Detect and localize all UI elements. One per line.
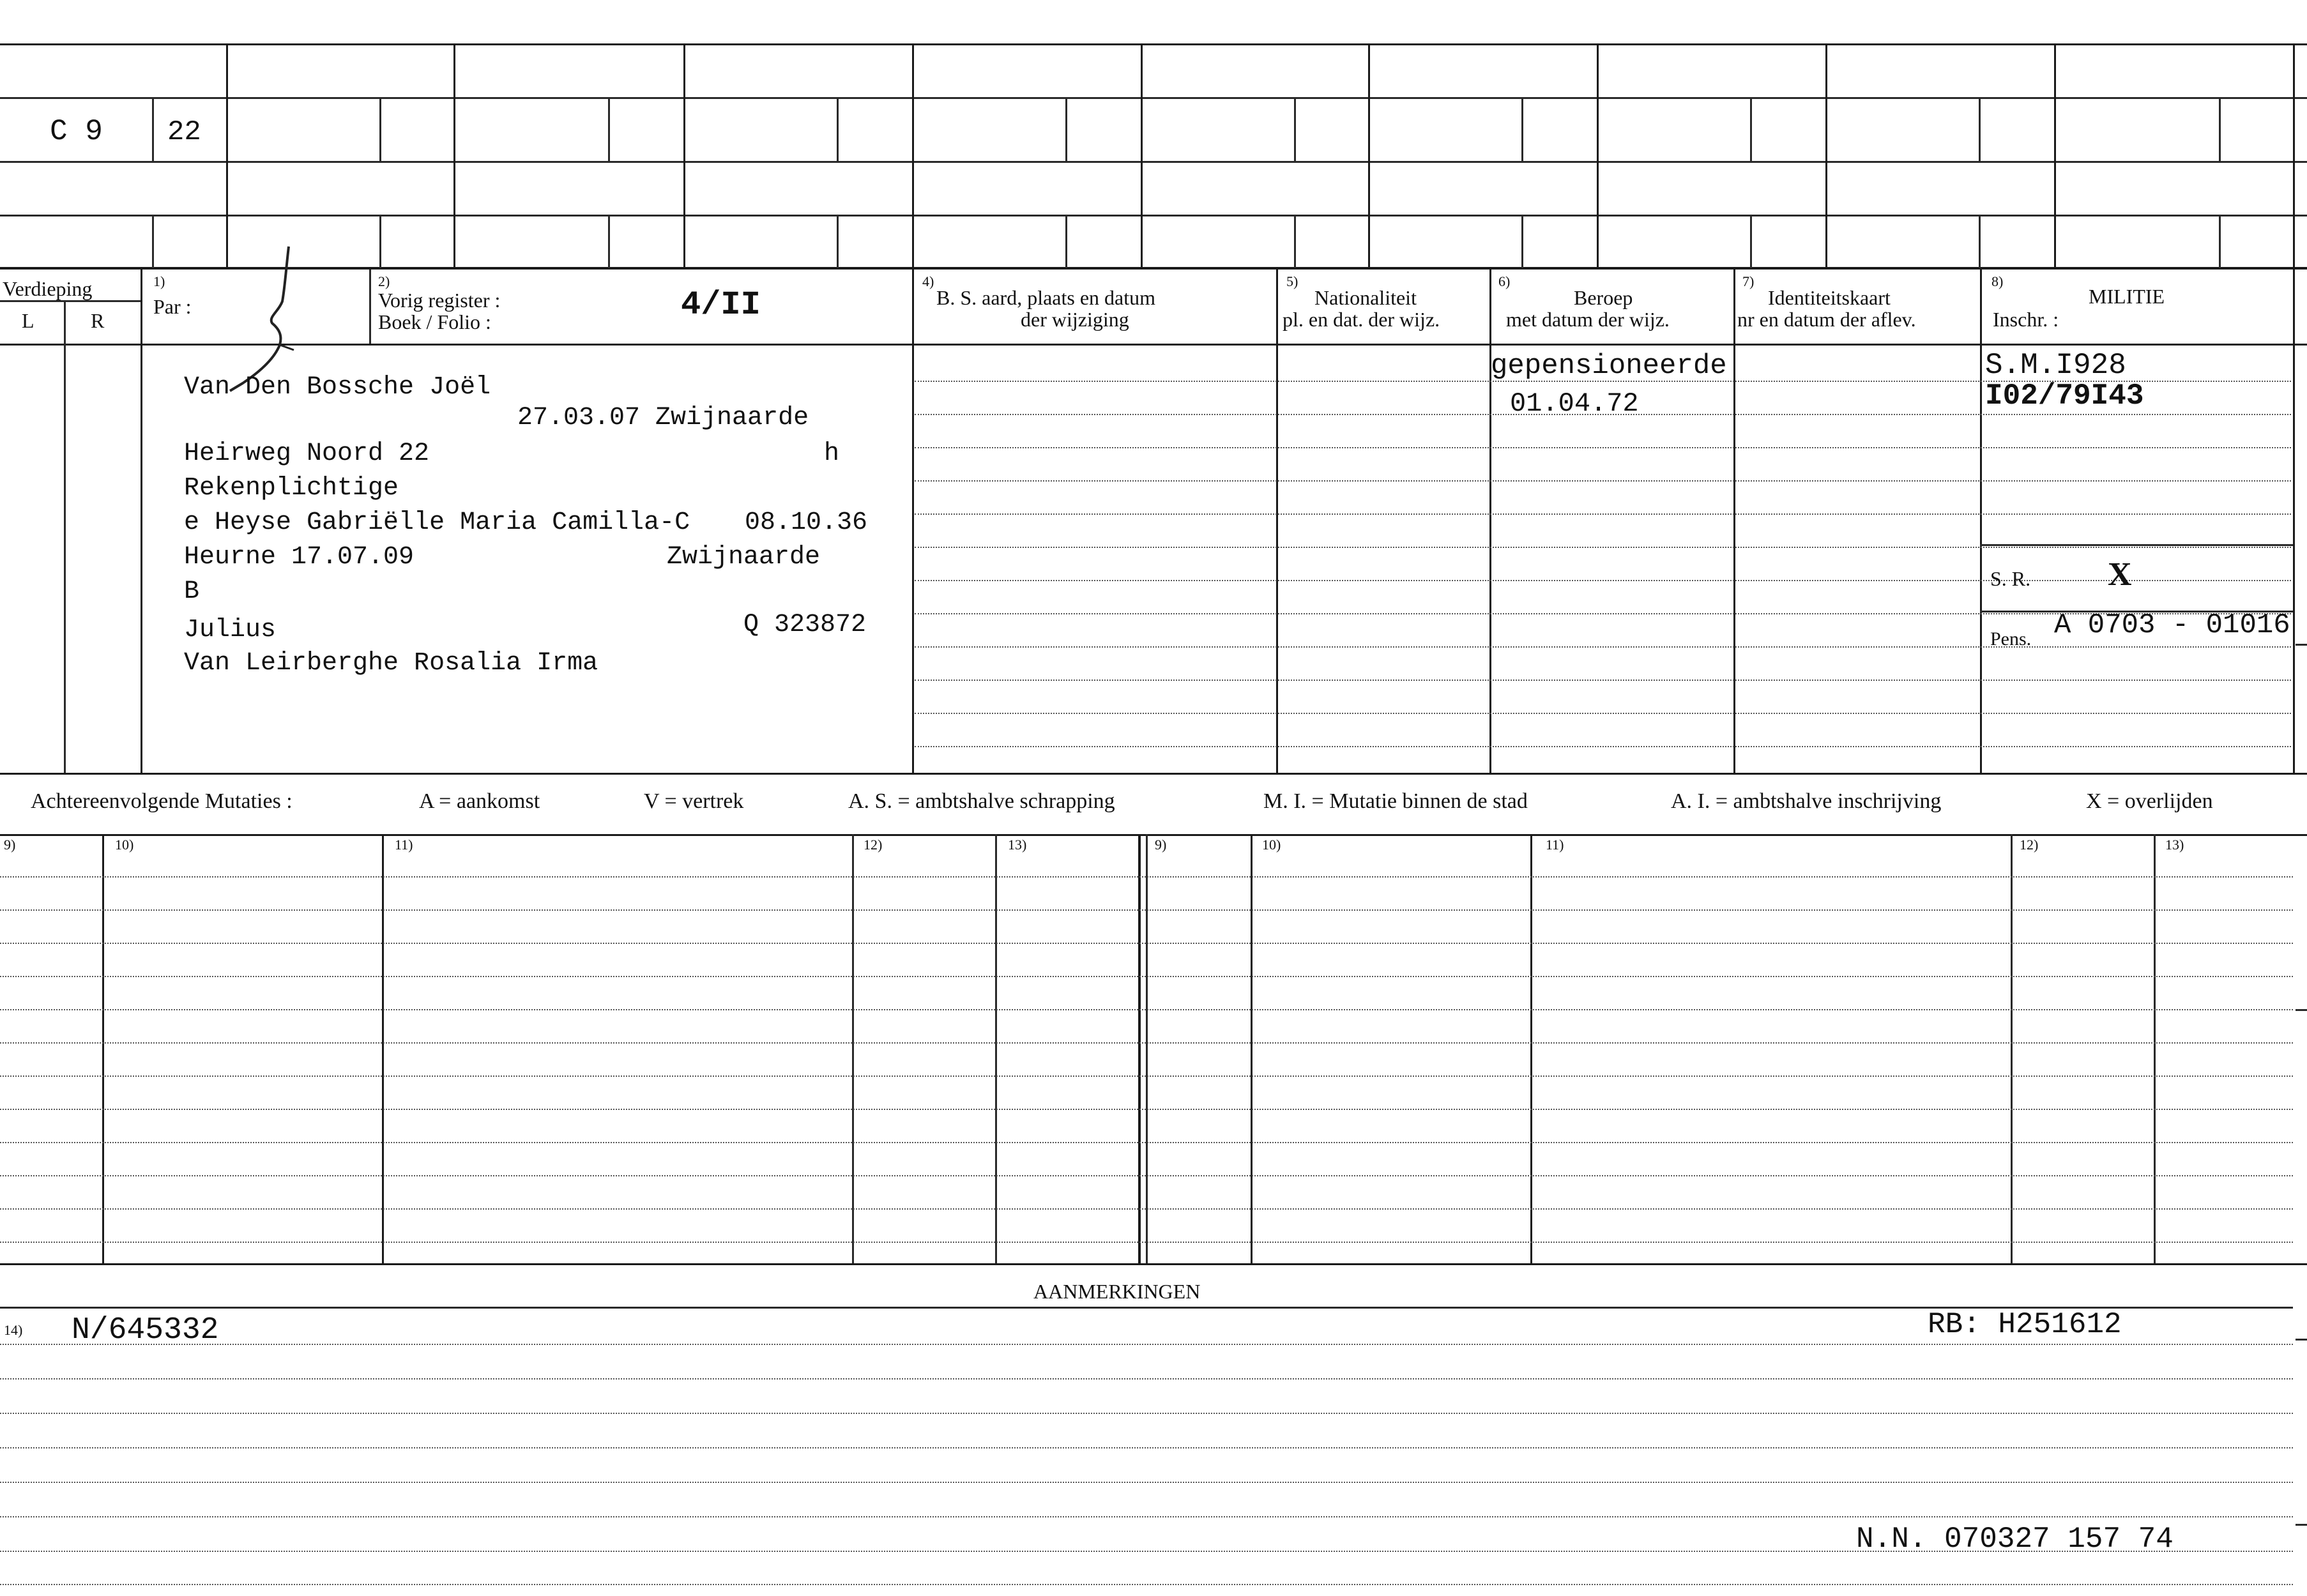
field-number: 6) bbox=[1498, 273, 1511, 289]
writing-line bbox=[915, 447, 2291, 448]
bs-label-1: B. S. aard, plaats en datum bbox=[936, 286, 1156, 309]
remarks-rb: RB: H251612 bbox=[1928, 1308, 2122, 1341]
field-number: 5) bbox=[1286, 273, 1298, 289]
national-number: N.N. 070327 157 74 bbox=[1856, 1523, 2174, 1556]
writing-line bbox=[0, 1208, 2293, 1210]
writing-line bbox=[0, 1009, 2293, 1010]
legend-aankomst: A = aankomst bbox=[419, 789, 540, 813]
grid-line bbox=[1597, 43, 1599, 268]
grid-line bbox=[608, 97, 610, 161]
writing-line bbox=[0, 1482, 2293, 1483]
grid-line bbox=[1979, 97, 1981, 161]
grid-line bbox=[1521, 215, 1523, 268]
writing-line bbox=[915, 580, 2291, 581]
grid-line bbox=[2293, 270, 2295, 773]
legend-vertrek: V = vertrek bbox=[644, 789, 744, 813]
grid-line bbox=[995, 834, 997, 1263]
grid-line bbox=[102, 834, 104, 1263]
grid-line bbox=[912, 43, 914, 268]
rule bbox=[0, 97, 2307, 99]
writing-line bbox=[0, 976, 2293, 977]
rule-header-bottom bbox=[0, 344, 2307, 346]
field-number: 2) bbox=[378, 273, 390, 289]
writing-line bbox=[0, 1042, 2293, 1044]
grid-line bbox=[1065, 97, 1067, 161]
grid-line bbox=[2011, 834, 2013, 1263]
grid-line bbox=[141, 270, 142, 773]
writing-line bbox=[915, 713, 2291, 714]
bs-label-2: der wijziging bbox=[1021, 308, 1129, 331]
grid-line bbox=[1141, 43, 1143, 268]
writing-line bbox=[0, 876, 2293, 878]
pens-label: Pens. bbox=[1990, 628, 2032, 650]
occupation: Rekenplichtige bbox=[184, 474, 399, 503]
spouse-birth: Heurne 17.07.09 bbox=[184, 543, 415, 572]
edge-tick bbox=[2296, 644, 2307, 646]
col-number: 11) bbox=[1546, 837, 1564, 853]
mother-name: Van Leirberghe Rosalia Irma bbox=[184, 649, 598, 678]
grid-line bbox=[379, 97, 381, 161]
card-number: Q 323872 bbox=[743, 611, 867, 639]
aanmerkingen-title: AANMERKINGEN bbox=[1033, 1280, 1201, 1303]
grid-line bbox=[64, 300, 66, 773]
writing-line bbox=[915, 646, 2291, 648]
writing-line bbox=[0, 1075, 2293, 1077]
writing-line bbox=[0, 1175, 2293, 1176]
vorig-register-label: Vorig register : bbox=[378, 289, 501, 312]
sr-value: X bbox=[2108, 556, 2132, 593]
grid-line bbox=[1294, 215, 1296, 268]
inschr-label: Inschr. : bbox=[1993, 308, 2059, 331]
grid-line bbox=[152, 97, 154, 161]
grid-line bbox=[852, 834, 854, 1263]
militie-line2: I02/79I43 bbox=[1985, 379, 2144, 413]
grid-line bbox=[912, 270, 914, 773]
boek-folio-label: Boek / Folio : bbox=[378, 310, 491, 333]
col-number: 11) bbox=[395, 837, 413, 853]
rule-top bbox=[0, 43, 2307, 45]
field-number: 1) bbox=[153, 273, 165, 289]
grid-line bbox=[1294, 97, 1296, 161]
grid-line bbox=[1979, 215, 1981, 268]
grid-line bbox=[2293, 43, 2295, 268]
writing-line bbox=[915, 547, 2291, 548]
grid-line bbox=[1980, 270, 1982, 773]
spouse-date: 08.10.36 bbox=[745, 508, 868, 537]
grid-line bbox=[1530, 834, 1532, 1263]
grid-line bbox=[1750, 97, 1752, 161]
beroep-value: gepensioneerde bbox=[1491, 350, 1727, 382]
par-label: Par : bbox=[153, 295, 192, 318]
rule bbox=[1980, 544, 2293, 546]
legend-overlijden: X = overlijden bbox=[2086, 789, 2213, 813]
writing-line bbox=[0, 1584, 2293, 1585]
rule-body-bottom bbox=[0, 773, 2307, 775]
grid-line bbox=[1146, 834, 1148, 1263]
militie-label: MILITIE bbox=[2089, 285, 2165, 308]
writing-line bbox=[0, 1447, 2293, 1448]
writing-line bbox=[0, 1109, 2293, 1110]
col-l-label: L bbox=[22, 309, 34, 332]
edge-tick bbox=[2296, 1339, 2307, 1341]
rule bbox=[0, 215, 2307, 217]
writing-line bbox=[915, 746, 2291, 747]
writing-line bbox=[0, 1142, 2293, 1143]
letter-b: B bbox=[184, 577, 200, 606]
writing-line bbox=[0, 1378, 2293, 1379]
code-c9: C 9 bbox=[50, 115, 103, 148]
grid-line bbox=[152, 215, 154, 268]
beroep-label-1: Beroep bbox=[1574, 286, 1633, 309]
field-number: 14) bbox=[4, 1322, 23, 1338]
writing-line bbox=[0, 1344, 2293, 1345]
identiteitskaart-label-1: Identiteitskaart bbox=[1768, 286, 1891, 309]
rule-mutaties-top bbox=[0, 834, 2307, 836]
rule bbox=[0, 300, 141, 302]
field-number: 4) bbox=[922, 273, 934, 289]
militie-line1: S.M.I928 bbox=[1985, 349, 2126, 382]
pens-value: A 0703 - 01016 bbox=[2054, 609, 2290, 641]
grid-line bbox=[1521, 97, 1523, 161]
writing-line bbox=[915, 480, 2291, 482]
nationaliteit-label-2: pl. en dat. der wijz. bbox=[1283, 308, 1440, 331]
col-number: 13) bbox=[1008, 837, 1027, 853]
address: Heirweg Noord 22 bbox=[184, 439, 430, 468]
julius: Julius bbox=[184, 616, 277, 644]
col-number: 12) bbox=[864, 837, 883, 853]
grid-line bbox=[837, 215, 839, 268]
spouse-place: Zwijnaarde bbox=[667, 543, 821, 572]
grid-line bbox=[1489, 270, 1491, 773]
grid-line bbox=[1825, 43, 1827, 268]
grid-line bbox=[1750, 215, 1752, 268]
grid-line bbox=[2219, 97, 2221, 161]
col-number: 9) bbox=[4, 837, 16, 853]
remarks-reference: N/645332 bbox=[72, 1313, 219, 1348]
identiteitskaart-label-2: nr en datum der aflev. bbox=[1737, 308, 1916, 331]
writing-line bbox=[0, 1551, 2293, 1552]
writing-line bbox=[915, 513, 2291, 515]
spouse: e Heyse Gabriëlle Maria Camilla-C bbox=[184, 508, 690, 537]
col-number: 9) bbox=[1155, 837, 1167, 853]
grid-line bbox=[453, 43, 455, 268]
grid-line bbox=[226, 43, 228, 268]
writing-line bbox=[0, 1516, 2293, 1517]
writing-line bbox=[0, 943, 2293, 944]
grid-line bbox=[837, 97, 839, 161]
beroep-label-2: met datum der wijz. bbox=[1506, 308, 1670, 331]
grid-line bbox=[1733, 270, 1735, 773]
writing-line bbox=[915, 680, 2291, 681]
writing-line bbox=[0, 909, 2293, 911]
legend-mutatie-stad: M. I. = Mutatie binnen de stad bbox=[1263, 789, 1528, 813]
edge-tick bbox=[2296, 1524, 2307, 1526]
field-number: 7) bbox=[1742, 273, 1755, 289]
edge-tick bbox=[2296, 1009, 2307, 1011]
rule bbox=[0, 161, 2307, 163]
grid-line bbox=[608, 215, 610, 268]
grid-line bbox=[1251, 834, 1252, 1263]
grid-line bbox=[1368, 43, 1370, 268]
grid-line bbox=[369, 270, 371, 344]
grid-line bbox=[2154, 834, 2156, 1263]
grid-line bbox=[379, 215, 381, 268]
code-22: 22 bbox=[167, 116, 201, 148]
mutaties-title: Achtereenvolgende Mutaties : bbox=[31, 789, 293, 813]
grid-line bbox=[1138, 834, 1141, 1263]
person-name: Van Den Bossche Joël bbox=[184, 373, 491, 402]
col-number: 10) bbox=[1262, 837, 1281, 853]
col-number: 12) bbox=[2020, 837, 2039, 853]
sr-label: S. R. bbox=[1990, 567, 2031, 590]
col-number: 13) bbox=[2165, 837, 2184, 853]
grid-line bbox=[2219, 215, 2221, 268]
col-r-label: R bbox=[91, 309, 105, 332]
writing-line bbox=[0, 1242, 2293, 1243]
register-value: 4/II bbox=[681, 286, 761, 324]
grid-line bbox=[683, 43, 685, 268]
beroep-date: 01.04.72 bbox=[1510, 388, 1639, 419]
rule-header-top bbox=[0, 267, 2307, 270]
address-mark: h bbox=[824, 439, 840, 468]
nationaliteit-label-1: Nationaliteit bbox=[1314, 286, 1417, 309]
grid-line bbox=[1065, 215, 1067, 268]
grid-line bbox=[1276, 270, 1278, 773]
legend-schrapping: A. S. = ambtshalve schrapping bbox=[848, 789, 1115, 813]
verdieping-label: Verdieping bbox=[3, 277, 93, 300]
field-number: 8) bbox=[1991, 273, 2004, 289]
grid-line bbox=[2054, 43, 2056, 268]
col-number: 10) bbox=[115, 837, 134, 853]
birth-date-place: 27.03.07 Zwijnaarde bbox=[517, 404, 809, 432]
grid-line bbox=[382, 834, 384, 1263]
rule-mutaties-bottom bbox=[0, 1263, 2307, 1265]
writing-line bbox=[0, 1413, 2293, 1414]
legend-inschrijving: A. I. = ambtshalve inschrijving bbox=[1671, 789, 1942, 813]
